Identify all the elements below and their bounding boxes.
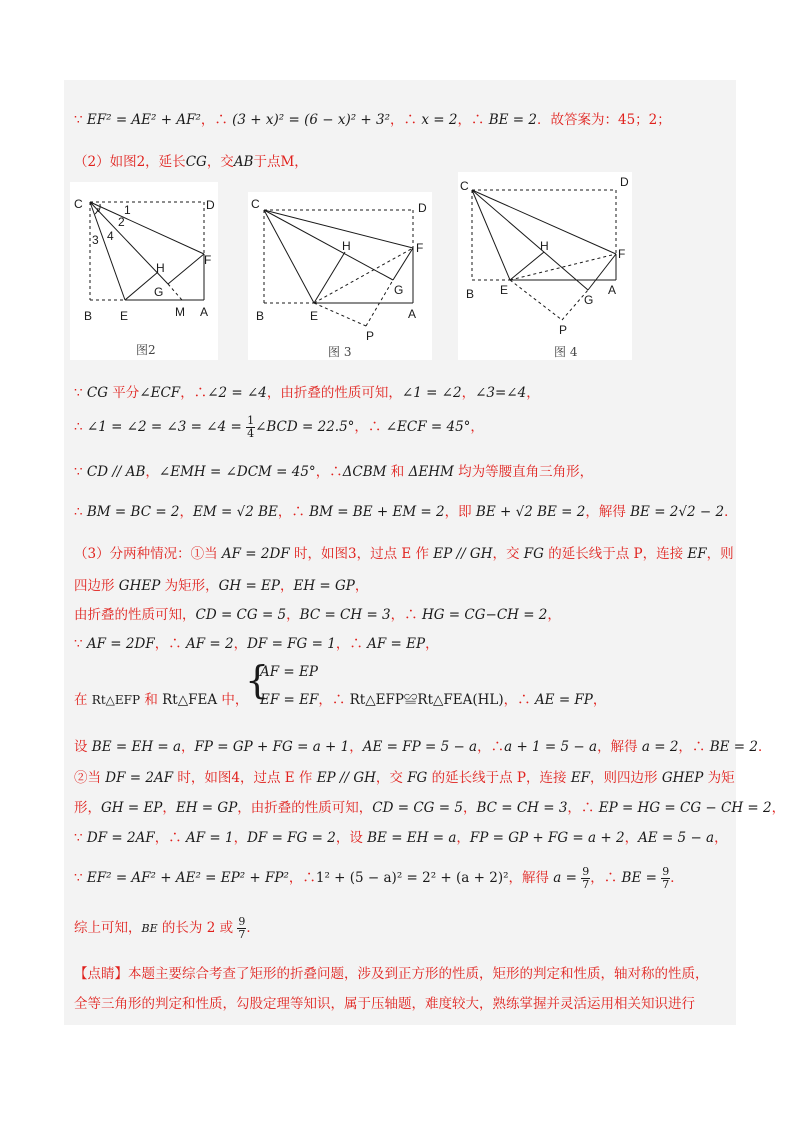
- text: ，∴: [503, 692, 535, 708]
- math-expr: AB: [233, 154, 254, 170]
- text: 于点M，: [253, 154, 308, 170]
- math-expr: CG: [86, 385, 109, 401]
- math-expr: EF² = AF² + AE² = EP² + FP²: [86, 870, 289, 886]
- math-expr: AF = 2DF: [86, 636, 155, 652]
- because-symbol: ∵: [74, 870, 87, 886]
- label-D: D: [418, 201, 427, 215]
- text: 中，: [217, 692, 249, 708]
- line-1: [74, 108, 671, 128]
- text: ，∴: [390, 112, 422, 128]
- math-expr: DF = 2AF: [105, 770, 174, 786]
- line-14: [74, 796, 785, 816]
- text: ，由折叠的性质可知，: [266, 385, 402, 401]
- label-H: H: [342, 239, 351, 253]
- label-A: A: [608, 283, 617, 297]
- text: ，: [354, 578, 369, 594]
- text: ，: [462, 800, 477, 816]
- line-part2-heading: [74, 150, 308, 170]
- numerator: 9: [662, 865, 670, 878]
- math-expr: FG: [407, 770, 428, 786]
- math-expr: AE = 5 − a: [638, 830, 715, 846]
- text: ，交: [206, 154, 234, 170]
- because-symbol: ∵: [74, 830, 87, 846]
- math-expr: AF = EP: [260, 664, 318, 680]
- math-expr: EF² = AE² + AF²: [86, 112, 201, 128]
- therefore-symbol: ∴: [74, 504, 87, 520]
- math-expr: FP = GP + FG = a + 1: [194, 739, 350, 755]
- line-11: [74, 688, 248, 708]
- text: 由折叠的性质可知，: [74, 607, 196, 623]
- text: ．: [670, 870, 684, 886]
- text: ，∴: [154, 636, 186, 652]
- math-expr: EF: [687, 546, 707, 562]
- because-symbol: ∵: [74, 464, 87, 480]
- line-8: [74, 574, 368, 594]
- comment-text: 全等三角形的判定和性质，勾股定理等知识，属于压轴题，难度较大，熟练掌握并灵活运用相关知识进行: [74, 996, 695, 1012]
- denominator: 7: [662, 878, 670, 891]
- math-expr: CD = CG = 5: [195, 607, 287, 623]
- label-D: D: [206, 198, 215, 212]
- angle-label-2: 2: [118, 215, 125, 229]
- text: ，则四边形: [590, 770, 662, 786]
- therefore-symbol: ∴: [74, 419, 87, 435]
- text: ，: [279, 578, 294, 594]
- math-expr: Rt△EFP: [91, 693, 141, 707]
- math-expr: DF = FG = 1: [247, 636, 336, 652]
- text: 时，如图4，过点 E 作: [173, 770, 317, 786]
- denominator: 4: [247, 427, 255, 440]
- math-expr: GHEP: [118, 578, 161, 594]
- text: 的延长线于点 P，连接: [543, 546, 688, 562]
- figure-caption: 图2: [136, 343, 156, 357]
- label-E: E: [120, 309, 129, 323]
- math-expr: ∠ECF: [139, 385, 181, 401]
- fraction-nine-sevenths: [581, 866, 590, 891]
- text: ，∴: [335, 636, 368, 652]
- text: 形，: [74, 800, 101, 816]
- text: ，: [526, 385, 540, 401]
- comment-line-2: [74, 992, 695, 1012]
- numerator: 9: [582, 865, 590, 878]
- text: ，: [145, 464, 159, 480]
- math-expr: BE: [141, 922, 158, 935]
- text: 设: [74, 739, 92, 755]
- math-expr: FG: [523, 546, 544, 562]
- denominator: 7: [238, 928, 246, 941]
- label-C: C: [460, 179, 469, 193]
- fraction-nine-sevenths: [661, 866, 670, 891]
- text: ，∴: [288, 870, 316, 886]
- text: 平分: [108, 385, 140, 401]
- line-12: [74, 735, 771, 755]
- label-F: F: [416, 241, 424, 255]
- math-expr: DF = 2AF: [86, 830, 155, 846]
- line-6: [74, 500, 738, 520]
- line-3: [74, 381, 540, 401]
- line-5: [74, 460, 593, 480]
- text: 为矩形，: [160, 578, 219, 594]
- text: ，∴: [390, 607, 422, 623]
- math-expr: CG: [185, 154, 207, 170]
- text: 的延长线于点 P，连接: [427, 770, 571, 786]
- math-expr: ∠EMH = ∠DCM = 45°: [158, 464, 316, 480]
- text: ，: [425, 636, 439, 652]
- figure-3: [248, 192, 432, 360]
- math-expr: (3 + x)² = (6 − x)² + 3²: [232, 112, 391, 128]
- text: ，设: [335, 830, 368, 846]
- math-expr: Rt△EFP≌Rt△FEA(HL): [349, 692, 504, 708]
- label-A: A: [200, 305, 209, 319]
- math-expr: ∠1 = ∠2: [401, 385, 462, 401]
- line-4: [74, 415, 484, 440]
- text: ，∴: [277, 504, 310, 520]
- text: ，交: [375, 770, 408, 786]
- text: ，解得: [597, 739, 642, 755]
- angle-label-4: 4: [107, 229, 114, 243]
- comment-line-1: [74, 962, 709, 982]
- text: 为矩: [703, 770, 735, 786]
- text: ．: [757, 739, 772, 755]
- label-B: B: [466, 287, 475, 301]
- math-expr: BE + √2 BE = 2: [475, 504, 586, 520]
- label-E: E: [310, 309, 319, 323]
- label-B: B: [256, 309, 265, 323]
- text: （3）分两种情况：①当: [74, 546, 222, 562]
- text: 综上可知，: [74, 920, 142, 936]
- math-expr: AE = FP = 5 − a: [362, 739, 478, 755]
- text: ②当: [74, 770, 106, 786]
- angle-label-1: 1: [124, 203, 131, 217]
- label-B: B: [84, 309, 93, 323]
- because-symbol: ∵: [74, 385, 87, 401]
- math-expr: ∠ECF = 45°: [385, 419, 471, 435]
- line-15: [74, 826, 728, 846]
- math-expr: a = 2: [641, 739, 679, 755]
- text: ，: [547, 607, 561, 623]
- because-symbol: ∵: [74, 112, 87, 128]
- system-bottom-line: [260, 688, 606, 708]
- math-expr: a + 1 = 5 − a: [504, 739, 598, 755]
- text: ，∴: [318, 692, 350, 708]
- text: ，∴: [200, 112, 233, 128]
- math-expr: AF = EP: [367, 636, 426, 652]
- text: ．: [246, 920, 260, 936]
- line-7: [74, 542, 734, 562]
- math-expr: AE = FP: [534, 692, 593, 708]
- math-expr: EP = HG = CG − CH = 2: [598, 800, 772, 816]
- math-expr: CD = CG = 5: [372, 800, 463, 816]
- label-P: P: [559, 323, 568, 337]
- text: 四边形: [74, 578, 119, 594]
- text: ，: [233, 636, 248, 652]
- math-expr: ∠BCD = 22.5°: [255, 419, 355, 435]
- numerator: 1: [247, 414, 255, 427]
- math-expr: FP = GP + FG = a + 2: [469, 830, 625, 846]
- fraction-one-quarter: [246, 415, 255, 440]
- text: ，: [349, 739, 363, 755]
- text: ，∴: [457, 112, 489, 128]
- math-expr: BE = EH = a: [367, 830, 457, 846]
- text: ，∴: [567, 800, 599, 816]
- math-expr: GH = EP: [101, 800, 163, 816]
- label-F: F: [618, 247, 626, 261]
- math-expr: EM = √2 BE: [193, 504, 278, 520]
- math-expr: BM = BE + EM = 2: [309, 504, 445, 520]
- figure-caption: 图 4: [554, 345, 578, 359]
- line-9: [74, 603, 561, 623]
- figure-caption: 图 3: [328, 345, 352, 359]
- text: ，∴: [477, 739, 505, 755]
- text: ，: [181, 739, 195, 755]
- text: 在: [74, 692, 92, 708]
- text: ，交: [492, 546, 524, 562]
- text: ，: [470, 419, 484, 435]
- math-expr: AF = 2DF: [221, 546, 290, 562]
- text: ，即: [444, 504, 476, 520]
- label-F: F: [204, 253, 212, 267]
- text: ，则: [706, 546, 734, 562]
- text: ，: [624, 830, 639, 846]
- text: ．: [724, 504, 738, 520]
- math-expr: CD // AB: [86, 464, 146, 480]
- label-A: A: [408, 307, 417, 321]
- line-13: [74, 766, 735, 786]
- math-expr: BC = CH = 3: [476, 800, 568, 816]
- text: ，: [714, 830, 728, 846]
- math-expr: BE = EH = a: [91, 739, 182, 755]
- text: ，∴: [154, 830, 186, 846]
- angle-label-3: 3: [92, 233, 99, 247]
- math-expr: BE =: [621, 870, 662, 886]
- text: 的长为 2 或: [157, 920, 238, 936]
- text: ，: [233, 830, 248, 846]
- comment-text: 【点睛】本题主要综合考查了矩形的折叠问题，涉及到正方形的性质，矩形的判定和性质，轴对称的性质，: [74, 966, 709, 982]
- math-expr: BE = 2: [488, 112, 537, 128]
- math-expr: EH = GP: [293, 578, 355, 594]
- figure-4: [458, 172, 632, 360]
- math-expr: a =: [553, 870, 582, 886]
- math-expr: GH = EP: [218, 578, 280, 594]
- text: ，: [456, 830, 470, 846]
- text: ，解得: [585, 504, 631, 520]
- math-expr: ∠1 = ∠2 = ∠3 = ∠4 =: [86, 419, 247, 435]
- label-H: H: [156, 261, 165, 275]
- label-H: H: [540, 239, 549, 253]
- text: ，由折叠的性质可知，: [237, 800, 373, 816]
- left-brace: {: [245, 658, 270, 702]
- math-expr: x = 2: [421, 112, 458, 128]
- math-expr: BC = CH = 3: [299, 607, 391, 623]
- label-M: M: [175, 305, 185, 319]
- label-C: C: [74, 197, 83, 211]
- text: ，∴: [354, 419, 386, 435]
- text: ，∴: [678, 739, 710, 755]
- text: ，∴: [590, 870, 622, 886]
- text: ，: [162, 800, 176, 816]
- math-expr: AF = 2: [185, 636, 234, 652]
- math-expr: EP // GH: [316, 770, 376, 786]
- math-expr: BE = 2: [709, 739, 758, 755]
- text: ，: [461, 385, 476, 401]
- text: ，: [592, 692, 607, 708]
- math-expr: DF = FG = 2: [247, 830, 336, 846]
- math-expr: BE = 2√2 − 2: [630, 504, 725, 520]
- math-expr: 1² + (5 − a)² = 2² + (a + 2)²: [315, 870, 509, 886]
- math-expr: GHEP: [661, 770, 704, 786]
- math-expr: EH = GP: [175, 800, 238, 816]
- math-expr: HG = CG−CH = 2: [421, 607, 548, 623]
- math-expr: EP // GH: [433, 546, 493, 562]
- line-17: [74, 916, 260, 941]
- figure-2: [70, 182, 218, 360]
- math-expr: EF = EF: [260, 692, 319, 708]
- label-G: G: [394, 283, 404, 297]
- text: ，∴: [180, 385, 208, 401]
- text: ，: [179, 504, 194, 520]
- math-expr: ΔEHM: [408, 464, 454, 480]
- text: （2）如图2，延长: [74, 154, 186, 170]
- math-expr: ∠3=∠4: [475, 385, 527, 401]
- text: ，: [771, 800, 786, 816]
- numerator: 9: [238, 915, 246, 928]
- math-expr: ∠2 = ∠4: [207, 385, 267, 401]
- system-top: [260, 664, 318, 680]
- text: 时，如图3，过点 E 作: [289, 546, 434, 562]
- label-C: C: [251, 197, 260, 211]
- math-expr: AF = 1: [185, 830, 234, 846]
- line-10: [74, 632, 439, 652]
- label-G: G: [154, 285, 164, 299]
- text: ，: [286, 607, 300, 623]
- label-G: G: [584, 293, 594, 307]
- text: 和: [140, 692, 163, 708]
- math-expr: Rt△FEA: [162, 692, 218, 708]
- text: 和: [386, 464, 409, 480]
- text: ，解得: [508, 870, 554, 886]
- math-expr: ΔCBM: [342, 464, 387, 480]
- because-symbol: ∵: [74, 636, 87, 652]
- text: ，∴: [315, 464, 343, 480]
- answer-text: ．故答案为：45；2；: [537, 112, 671, 128]
- line-16: [74, 866, 684, 891]
- text: 均为等腰直角三角形，: [453, 464, 594, 480]
- math-expr: EF: [570, 770, 591, 786]
- label-P: P: [366, 329, 375, 343]
- denominator: 7: [582, 878, 590, 891]
- label-E: E: [500, 283, 509, 297]
- math-expr: BM = BC = 2: [86, 504, 180, 520]
- label-D: D: [620, 175, 629, 189]
